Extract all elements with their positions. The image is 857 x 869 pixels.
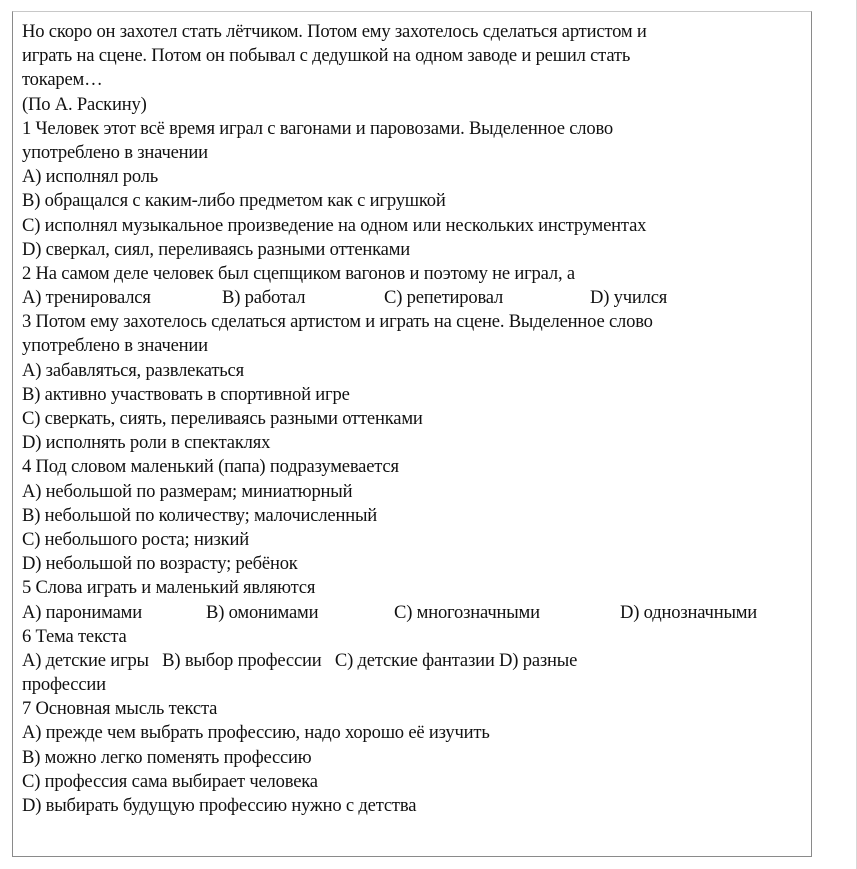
- question-2-option-a: А) тренировался: [22, 287, 151, 309]
- question-5-text: 5 Слова играть и маленький являются: [22, 577, 316, 599]
- question-7-option-d: D) выбирать будущую профессию нужно с детства: [22, 795, 417, 816]
- question-3-option-c: C) сверкать, сиять, переливаясь разными оттенками: [22, 408, 423, 429]
- question-4-text: 4 Под словом маленький (папа) подразумевается: [22, 456, 399, 478]
- question-4-option-d: D) небольшой по возрасту; ребёнок: [22, 553, 298, 575]
- question-7-text: 7 Основная мысль текста: [22, 698, 218, 720]
- question-3-line-2: употреблено в значении: [22, 335, 208, 357]
- question-3-option-d: D) исполнять роли в спектаклях: [22, 432, 271, 454]
- question-6-options: А) детские игры B) выбор профессии C) детские фантазии D) разные: [22, 649, 578, 671]
- question-2-options: [22, 286, 802, 310]
- question-3-line-1: 3 Потом ему захотелось сделаться артистом и играть на сцене. Выделенное слово: [22, 311, 653, 333]
- question-5-options: [22, 601, 802, 625]
- question-5-option-b: B) омонимами: [206, 601, 319, 623]
- question-4-option-b: B) небольшой по количеству; малочисленный: [22, 504, 378, 526]
- question-2-option-b: B) работал: [222, 287, 306, 309]
- question-2-option-c: C) репетировал: [384, 287, 504, 309]
- question-5-option-d: D) однозначными: [620, 601, 758, 623]
- question-1-line-2: употреблено в значении: [22, 141, 208, 163]
- question-1-option-d: D) сверкал, сиял, переливаясь разными оттенками: [22, 238, 411, 260]
- question-5-option-a: А) паронимами: [22, 601, 142, 623]
- question-6-text: 6 Тема текста: [22, 625, 127, 647]
- question-4-option-a: А) небольшой по размерам; миниатюрный: [22, 480, 353, 502]
- intro-line-2: играть на сцене. Потом он побывал с дедушкой на одном заводе и решил стать: [22, 45, 631, 67]
- question-4-option-c: C) небольшого роста; низкий: [22, 528, 249, 550]
- question-1-option-a: А) исполнял роль: [22, 166, 159, 188]
- question-2-option-d: D) учился: [590, 287, 668, 309]
- question-3-option-b: B) активно участвовать в спортивной игре: [22, 383, 350, 405]
- document-body: [22, 20, 802, 818]
- intro-line-3: токарем…: [22, 69, 103, 91]
- question-5-option-c: C) многозначными: [394, 601, 540, 623]
- question-3-option-a: А) забавляться, развлекаться: [22, 359, 244, 381]
- intro-line-1: Но скоро он захотел стать лётчиком. Потом ему захотелось сделаться артистом и: [22, 21, 647, 42]
- question-1-option-b: B) обращался с каким-либо предметом как с игрушкой: [22, 190, 446, 212]
- question-2-text: 2 На самом деле человек был сцепщиком вагонов и поэтому не играл, а: [22, 262, 575, 284]
- source-attribution: (По А. Раскину): [22, 93, 147, 115]
- question-7-option-b: B) можно легко поменять профессию: [22, 746, 312, 768]
- question-7-option-c: C) профессия сама выбирает человека: [22, 770, 318, 792]
- question-6-options-continued: профессии: [22, 674, 106, 696]
- question-1-option-c: C) исполнял музыкальное произведение на одном или нескольких инструментах: [22, 214, 647, 236]
- question-7-option-a: А) прежде чем выбрать профессию, надо хорошо её изучить: [22, 722, 490, 744]
- question-1-line-1: 1 Человек этот всё время играл с вагонами и паровозами. Выделенное слово: [22, 117, 614, 139]
